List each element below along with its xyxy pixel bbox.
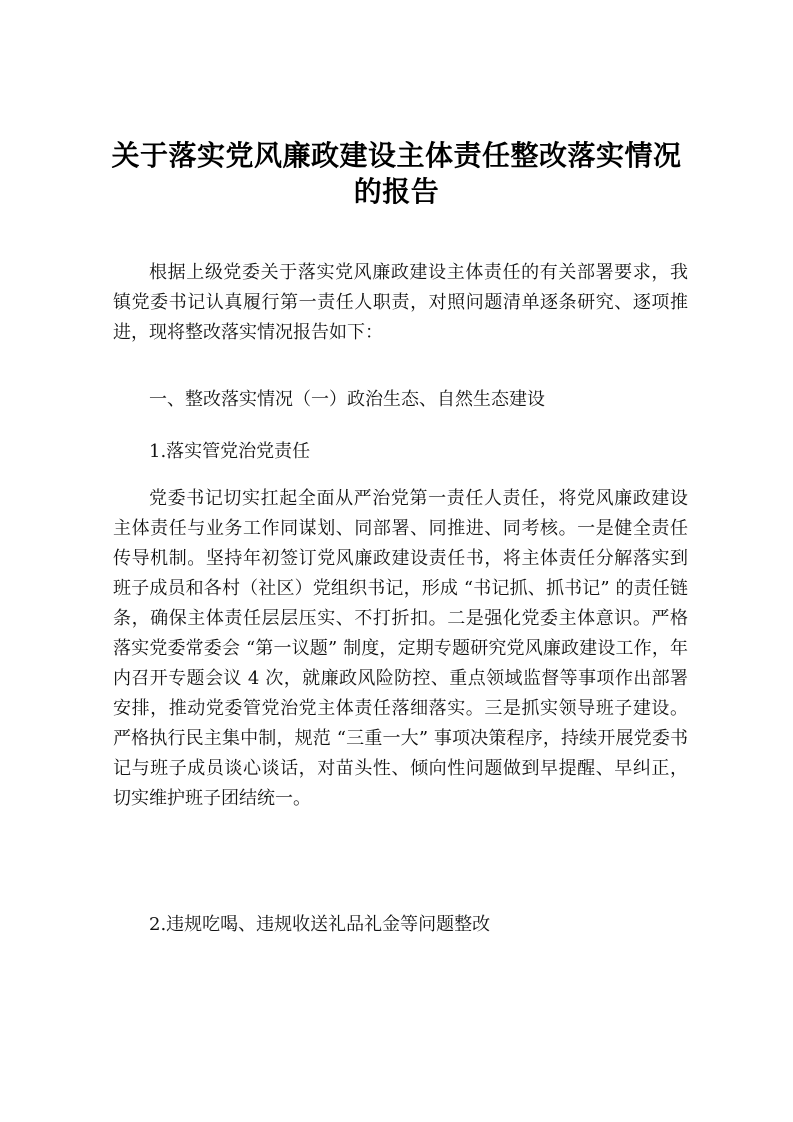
item-body-1: 党委书记切实扛起全面从严治党第一责任人责任，将党风廉政建设主体责任与业务工作同谋划、同部署、同推进、同考核。一是健全责任传导机制。坚持年初签订党风廉政建设责任书，将主体责任分解落实到班子成员和各村（社区）党组织书记，形成 “书记抓、抓书记” 的责任链条，确保主体责任层层压实、不打折扣。二是强化党委主体意识。严格落实党委常委会 “第一议题” 制度，定期专题研究党风廉政建设工作，年内召开专题会议 4 次，就廉政风险防控、重点领域监督等事项作出部署安排，推动党委管党治党主体责任落细落实。三是抓实领导班子建设。严格执行民主集中制，规范 “三重一大” 事项决策程序，持续开展党委书记与班子成员谈心谈话，对苗头性、倾向性问题做到早提醒、早纠正，切实维护班子团结统一。 xyxy=(113,488,688,809)
section-heading: 一、整改落实情况（一）政治生态、自然生态建设 xyxy=(149,389,545,410)
document-title-line-1: 关于落实党风廉政建设主体责任整改落实情况 xyxy=(111,139,682,172)
document-title-line-2: 的报告 xyxy=(353,175,440,208)
item-heading-2: 2.违规吃喝、违规收送礼品礼金等问题整改 xyxy=(149,914,491,935)
intro-paragraph: 根据上级党委关于落实党风廉政建设主体责任的有关部署要求，我镇党委书记认真履行第一责任人职责，对照问题清单逐条研究、逐项推进，现将整改落实情况报告如下： xyxy=(113,262,688,343)
item-heading-1: 1.落实管党治党责任 xyxy=(149,441,311,462)
